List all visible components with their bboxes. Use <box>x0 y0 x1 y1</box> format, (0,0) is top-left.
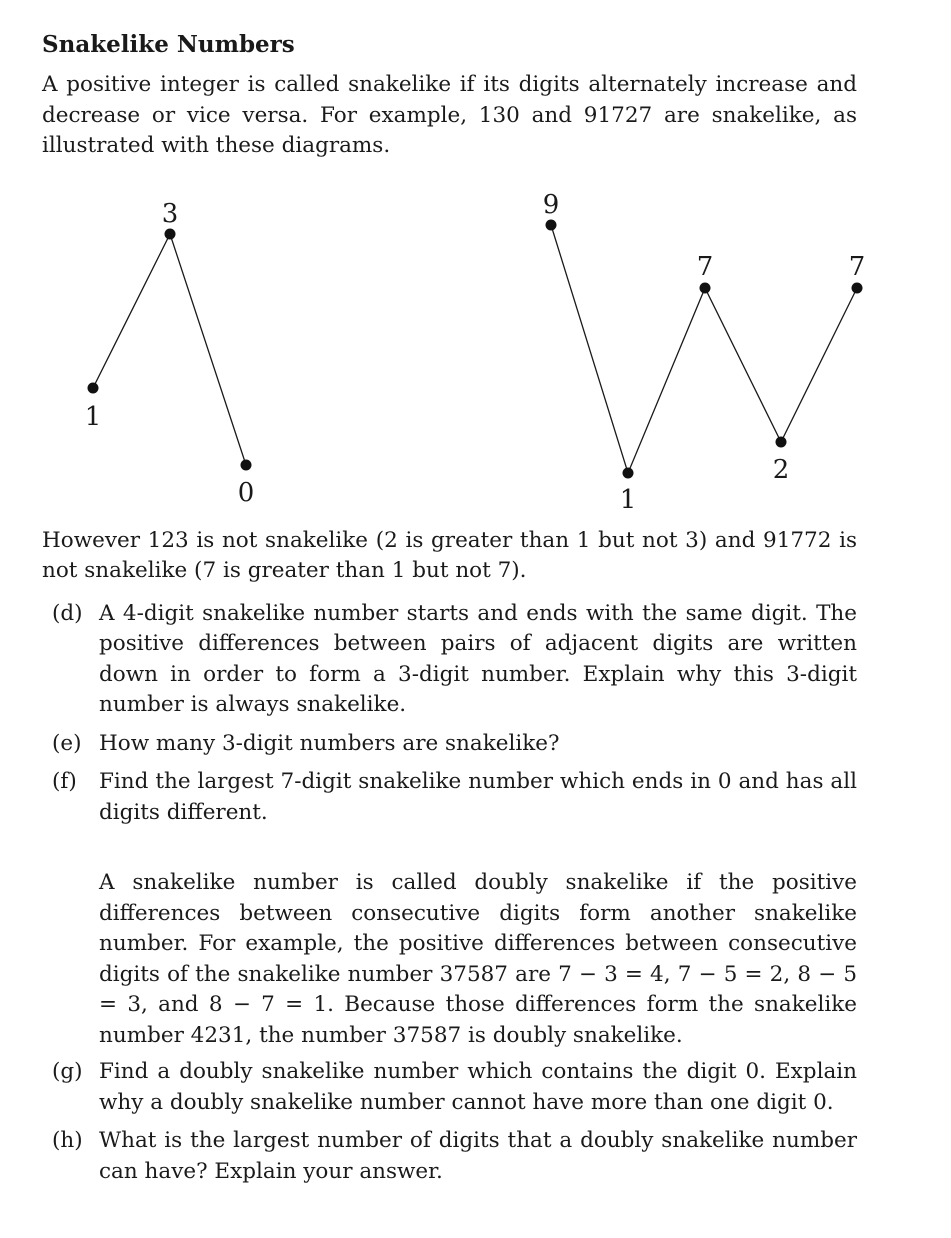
question-text: What is the largest number of digits that a doubly snakelike number can have? Explain your answer. <box>99 1128 857 1184</box>
question-d <box>42 599 857 721</box>
diagram-91727 <box>543 190 866 515</box>
diagram-91727-label-1: 9 <box>542 189 560 220</box>
diagram-130-point-3 <box>241 459 252 470</box>
diagram-91727-label-4: 2 <box>772 454 790 485</box>
diagram-130-label-1: 1 <box>84 401 102 432</box>
diagram-91727-point-2 <box>623 467 634 478</box>
diagram-91727-point-4 <box>776 436 787 447</box>
question-g <box>42 1057 857 1118</box>
question-f <box>42 767 857 828</box>
intro-paragraph: A positive integer is called snakelike if its digits alternately increase and decrease or vice versa. For example, 130 and 91727 are snakelike, as illustrated with these diagrams. <box>42 72 857 158</box>
question-text: A 4-digit snakelike number starts and ends with the same digit. The positive differences between pairs of adjacent digits are written down in order to form a 3-digit number. Explain why this 3-digit number is always snakelike. <box>99 600 857 717</box>
question-h <box>42 1126 857 1187</box>
counterexample-paragraph: However 123 is not snakelike (2 is greater than 1 but not 3) and 91772 is not snakelike (7 is greater than 1 but not 7). <box>42 527 857 583</box>
question-text: Find the largest 7-digit snakelike number which ends in 0 and has all digits different. <box>99 769 857 825</box>
diagrams-svg <box>0 172 951 515</box>
question-label: (h) <box>52 1128 83 1153</box>
snakelike-diagrams <box>42 172 866 515</box>
diagram-91727-point-1 <box>546 219 557 230</box>
diagram-91727-label-5: 7 <box>848 251 866 282</box>
diagram-130-label-2: 3 <box>161 198 179 229</box>
diagram-130-point-1 <box>88 382 99 393</box>
doubly-snakelike-definition: A snakelike number is called doubly snakelike if the positive differences between consecutive digits form another snakelike number. For example, the positive differences between consecutive digits of the snakelike number 37587 are 7 − 3 = 4, 7 − 5 = 2, 8 − 5 = 3, and 8 − 7 = 1. Because those differences form the snakelike number 4231, the number 37587 is doubly snakelike. <box>99 870 857 1048</box>
diagram-130-line <box>93 234 246 465</box>
question-label: (e) <box>52 730 82 756</box>
question-label: (f) <box>52 769 77 794</box>
page <box>42 30 866 1195</box>
diagram-130 <box>85 199 255 508</box>
diagram-91727-label-2: 1 <box>619 484 637 515</box>
diagram-91727-point-3 <box>700 282 711 293</box>
section-title: Snakelike Numbers <box>42 31 295 58</box>
question-text: Find a doubly snakelike number which contains the digit 0. Explain why a doubly snakelike number cannot have more than one digit 0. <box>99 1059 857 1115</box>
question-text: How many 3-digit numbers are snakelike? <box>99 730 560 756</box>
diagram-91727-point-5 <box>852 282 863 293</box>
diagram-130-label-3: 0 <box>237 477 255 508</box>
question-label: (d) <box>52 600 83 626</box>
diagram-91727-label-3: 7 <box>696 251 714 282</box>
question-label: (g) <box>52 1059 83 1084</box>
question-e <box>42 729 857 760</box>
diagram-130-point-2 <box>165 228 176 239</box>
